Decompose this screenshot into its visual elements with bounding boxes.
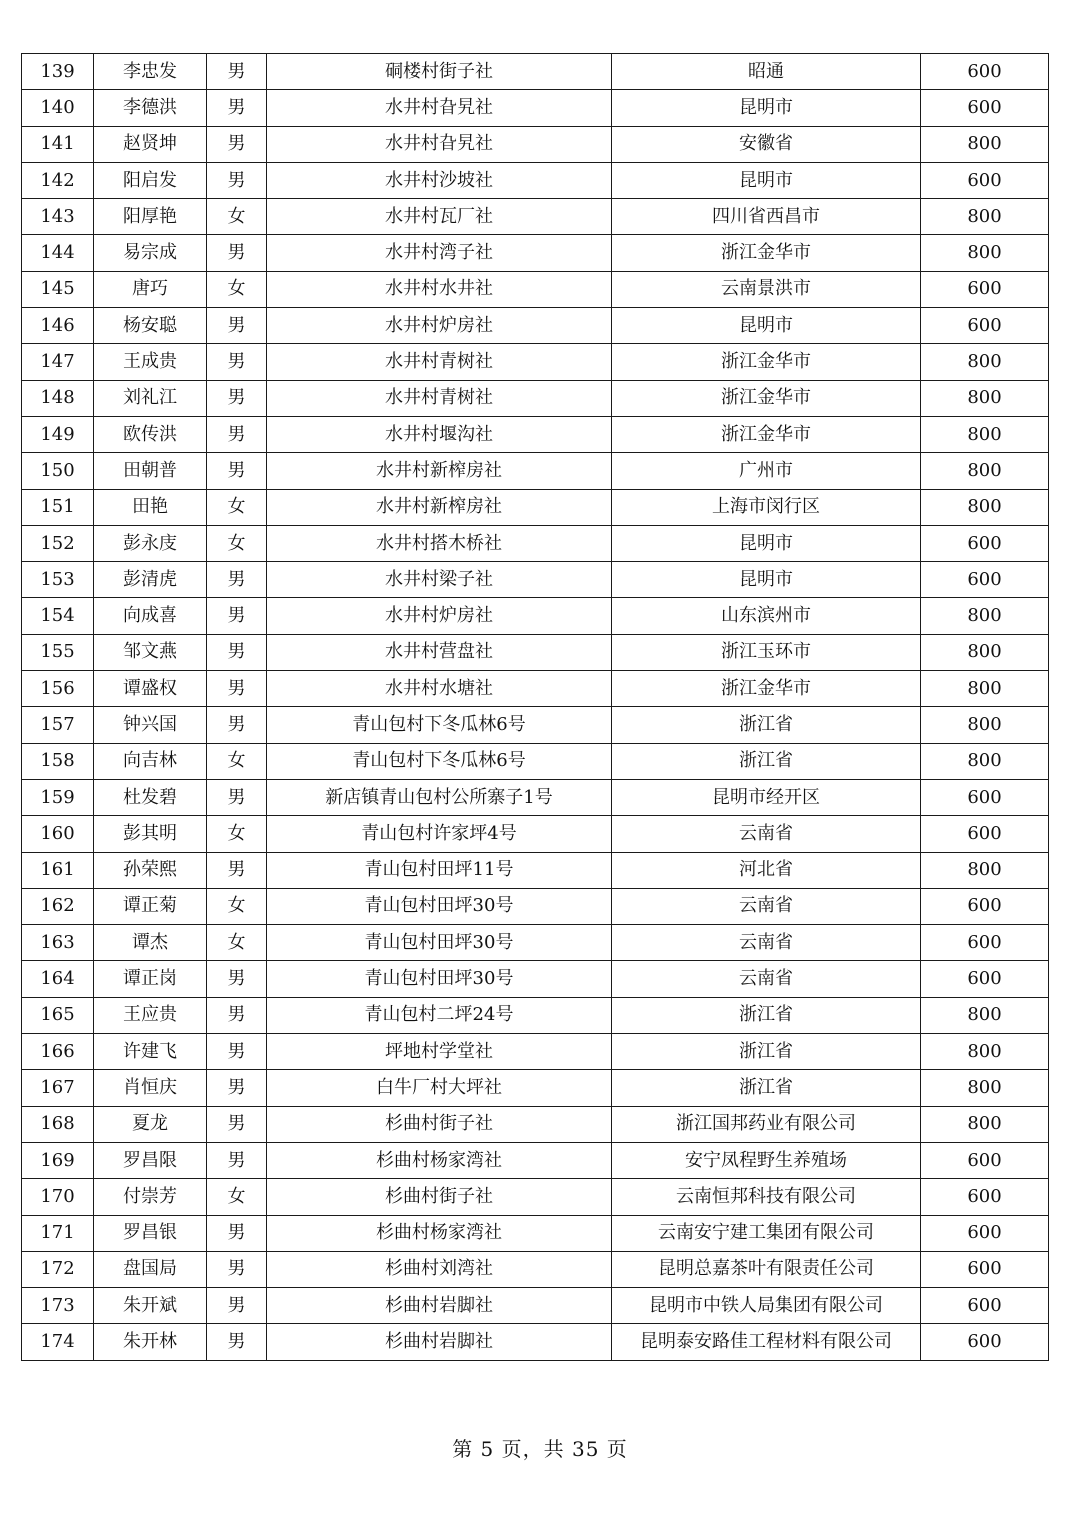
- cell-name: 刘礼江: [94, 380, 207, 416]
- table-row: [22, 961, 1049, 997]
- cell-gender: 男: [207, 308, 267, 344]
- cell-gender: 女: [207, 816, 267, 852]
- cell-amount: 600: [921, 1288, 1049, 1324]
- table-row: [22, 344, 1049, 380]
- cell-name: 赵贤坤: [94, 126, 207, 162]
- cell-destination: 浙江玉环市: [612, 634, 921, 670]
- cell-number: 159: [22, 779, 94, 815]
- table-row: [22, 126, 1049, 162]
- data-table: [21, 53, 1049, 1361]
- cell-amount: 800: [921, 126, 1049, 162]
- table-row: [22, 997, 1049, 1033]
- cell-name: 向吉林: [94, 743, 207, 779]
- cell-gender: 男: [207, 1034, 267, 1070]
- cell-name: 邹文燕: [94, 634, 207, 670]
- table-row: [22, 54, 1049, 90]
- cell-destination: 浙江省: [612, 1070, 921, 1106]
- cell-destination: 浙江省: [612, 1034, 921, 1070]
- cell-gender: 男: [207, 1288, 267, 1324]
- cell-destination: 云南省: [612, 816, 921, 852]
- cell-number: 165: [22, 997, 94, 1033]
- table-row: [22, 1288, 1049, 1324]
- table-row: [22, 90, 1049, 126]
- cell-amount: 600: [921, 888, 1049, 924]
- cell-destination: 山东滨州市: [612, 598, 921, 634]
- cell-amount: 600: [921, 271, 1049, 307]
- cell-address: 水井村旮旯社: [267, 90, 612, 126]
- cell-number: 155: [22, 634, 94, 670]
- cell-number: 142: [22, 162, 94, 198]
- cell-name: 朱开林: [94, 1324, 207, 1360]
- cell-gender: 女: [207, 489, 267, 525]
- cell-address: 杉曲村杨家湾社: [267, 1215, 612, 1251]
- cell-amount: 600: [921, 816, 1049, 852]
- table-row: [22, 453, 1049, 489]
- cell-amount: 800: [921, 634, 1049, 670]
- table-row: [22, 671, 1049, 707]
- cell-address: 水井村旮旯社: [267, 126, 612, 162]
- cell-amount: 800: [921, 1106, 1049, 1142]
- cell-name: 田艳: [94, 489, 207, 525]
- cell-destination: 河北省: [612, 852, 921, 888]
- cell-name: 夏龙: [94, 1106, 207, 1142]
- table-row: [22, 562, 1049, 598]
- cell-gender: 男: [207, 90, 267, 126]
- cell-gender: 女: [207, 199, 267, 235]
- cell-destination: 昆明泰安路佳工程材料有限公司: [612, 1324, 921, 1360]
- cell-address: 青山包村二坪24号: [267, 997, 612, 1033]
- cell-number: 168: [22, 1106, 94, 1142]
- cell-gender: 男: [207, 416, 267, 452]
- cell-address: 青山包村田坪30号: [267, 925, 612, 961]
- cell-gender: 男: [207, 453, 267, 489]
- table-row: [22, 1142, 1049, 1178]
- cell-address: 水井村炉房社: [267, 598, 612, 634]
- cell-amount: 800: [921, 1070, 1049, 1106]
- cell-name: 阳厚艳: [94, 199, 207, 235]
- cell-destination: 浙江金华市: [612, 671, 921, 707]
- cell-gender: 女: [207, 925, 267, 961]
- table-row: [22, 1106, 1049, 1142]
- cell-number: 166: [22, 1034, 94, 1070]
- cell-number: 161: [22, 852, 94, 888]
- cell-name: 谭正岗: [94, 961, 207, 997]
- cell-gender: 男: [207, 1215, 267, 1251]
- cell-amount: 600: [921, 1142, 1049, 1178]
- cell-number: 144: [22, 235, 94, 271]
- cell-address: 水井村营盘社: [267, 634, 612, 670]
- cell-address: 水井村瓦厂社: [267, 199, 612, 235]
- cell-number: 160: [22, 816, 94, 852]
- cell-name: 谭杰: [94, 925, 207, 961]
- cell-number: 150: [22, 453, 94, 489]
- cell-address: 青山包村下冬瓜林6号: [267, 743, 612, 779]
- cell-gender: 女: [207, 271, 267, 307]
- cell-amount: 600: [921, 779, 1049, 815]
- cell-name: 唐巧: [94, 271, 207, 307]
- table-row: [22, 380, 1049, 416]
- cell-amount: 600: [921, 162, 1049, 198]
- cell-gender: 女: [207, 525, 267, 561]
- cell-gender: 男: [207, 1324, 267, 1360]
- cell-gender: 男: [207, 779, 267, 815]
- cell-destination: 四川省西昌市: [612, 199, 921, 235]
- cell-address: 白牛厂村大坪社: [267, 1070, 612, 1106]
- cell-name: 杨安聪: [94, 308, 207, 344]
- cell-number: 158: [22, 743, 94, 779]
- cell-number: 170: [22, 1179, 94, 1215]
- cell-name: 易宗成: [94, 235, 207, 271]
- cell-address: 杉曲村杨家湾社: [267, 1142, 612, 1178]
- cell-number: 146: [22, 308, 94, 344]
- cell-destination: 安宁凤程野生养殖场: [612, 1142, 921, 1178]
- cell-destination: 云南景洪市: [612, 271, 921, 307]
- cell-address: 水井村湾子社: [267, 235, 612, 271]
- cell-gender: 男: [207, 380, 267, 416]
- cell-amount: 600: [921, 1251, 1049, 1287]
- cell-amount: 800: [921, 344, 1049, 380]
- cell-number: 163: [22, 925, 94, 961]
- table-row: [22, 816, 1049, 852]
- cell-gender: 女: [207, 1179, 267, 1215]
- cell-name: 盘国局: [94, 1251, 207, 1287]
- cell-gender: 男: [207, 1251, 267, 1287]
- cell-address: 青山包村田坪30号: [267, 888, 612, 924]
- cell-amount: 600: [921, 925, 1049, 961]
- cell-amount: 800: [921, 380, 1049, 416]
- cell-address: 杉曲村岩脚社: [267, 1288, 612, 1324]
- cell-number: 167: [22, 1070, 94, 1106]
- cell-name: 彭永庋: [94, 525, 207, 561]
- table-row: [22, 888, 1049, 924]
- cell-destination: 云南安宁建工集团有限公司: [612, 1215, 921, 1251]
- cell-destination: 云南恒邦科技有限公司: [612, 1179, 921, 1215]
- cell-name: 罗昌银: [94, 1215, 207, 1251]
- cell-gender: 男: [207, 126, 267, 162]
- cell-destination: 安徽省: [612, 126, 921, 162]
- cell-destination: 昆明市: [612, 90, 921, 126]
- cell-name: 许建飞: [94, 1034, 207, 1070]
- cell-amount: 800: [921, 416, 1049, 452]
- cell-address: 杉曲村街子社: [267, 1179, 612, 1215]
- cell-number: 141: [22, 126, 94, 162]
- cell-amount: 800: [921, 453, 1049, 489]
- table-row: [22, 271, 1049, 307]
- cell-destination: 广州市: [612, 453, 921, 489]
- cell-destination: 浙江金华市: [612, 235, 921, 271]
- cell-number: 157: [22, 707, 94, 743]
- cell-amount: 600: [921, 1324, 1049, 1360]
- cell-amount: 800: [921, 671, 1049, 707]
- cell-number: 174: [22, 1324, 94, 1360]
- cell-number: 172: [22, 1251, 94, 1287]
- cell-name: 谭正菊: [94, 888, 207, 924]
- cell-amount: 800: [921, 235, 1049, 271]
- cell-destination: 云南省: [612, 925, 921, 961]
- cell-name: 孙荣熙: [94, 852, 207, 888]
- cell-name: 王应贵: [94, 997, 207, 1033]
- cell-address: 青山包村许家坪4号: [267, 816, 612, 852]
- cell-gender: 男: [207, 162, 267, 198]
- table-row: [22, 308, 1049, 344]
- cell-destination: 昆明市: [612, 562, 921, 598]
- table-row: [22, 1324, 1049, 1360]
- cell-number: 148: [22, 380, 94, 416]
- cell-gender: 男: [207, 1142, 267, 1178]
- cell-gender: 男: [207, 1106, 267, 1142]
- cell-number: 153: [22, 562, 94, 598]
- cell-address: 水井村沙坡社: [267, 162, 612, 198]
- cell-amount: 600: [921, 54, 1049, 90]
- cell-address: 青山包村田坪30号: [267, 961, 612, 997]
- cell-destination: 云南省: [612, 888, 921, 924]
- cell-destination: 浙江省: [612, 997, 921, 1033]
- cell-name: 谭盛权: [94, 671, 207, 707]
- cell-number: 149: [22, 416, 94, 452]
- cell-number: 145: [22, 271, 94, 307]
- cell-name: 杜发碧: [94, 779, 207, 815]
- cell-amount: 800: [921, 707, 1049, 743]
- cell-amount: 600: [921, 1215, 1049, 1251]
- cell-name: 钟兴国: [94, 707, 207, 743]
- cell-name: 肖恒庆: [94, 1070, 207, 1106]
- cell-number: 140: [22, 90, 94, 126]
- cell-amount: 800: [921, 1034, 1049, 1070]
- table-row: [22, 1034, 1049, 1070]
- cell-gender: 女: [207, 743, 267, 779]
- table-row: [22, 634, 1049, 670]
- table-row: [22, 162, 1049, 198]
- cell-name: 阳启发: [94, 162, 207, 198]
- cell-address: 新店镇青山包村公所寨子1号: [267, 779, 612, 815]
- cell-number: 152: [22, 525, 94, 561]
- cell-gender: 男: [207, 671, 267, 707]
- cell-gender: 男: [207, 997, 267, 1033]
- cell-name: 朱开斌: [94, 1288, 207, 1324]
- cell-gender: 男: [207, 852, 267, 888]
- cell-destination: 云南省: [612, 961, 921, 997]
- cell-name: 付崇芳: [94, 1179, 207, 1215]
- cell-address: 水井村青树社: [267, 344, 612, 380]
- cell-gender: 男: [207, 707, 267, 743]
- cell-amount: 800: [921, 997, 1049, 1033]
- cell-destination: 浙江省: [612, 707, 921, 743]
- cell-number: 169: [22, 1142, 94, 1178]
- table-row: [22, 489, 1049, 525]
- cell-destination: 浙江国邦药业有限公司: [612, 1106, 921, 1142]
- cell-amount: 600: [921, 562, 1049, 598]
- cell-amount: 600: [921, 308, 1049, 344]
- table-row: [22, 235, 1049, 271]
- cell-gender: 男: [207, 344, 267, 380]
- table-row: [22, 1251, 1049, 1287]
- table-row: [22, 525, 1049, 561]
- cell-number: 162: [22, 888, 94, 924]
- cell-number: 156: [22, 671, 94, 707]
- cell-destination: 上海市闵行区: [612, 489, 921, 525]
- table-row: [22, 1070, 1049, 1106]
- page-footer: 第 5 页，共 35 页: [452, 1437, 628, 1461]
- cell-amount: 800: [921, 852, 1049, 888]
- cell-address: 水井村水井社: [267, 271, 612, 307]
- table-row: [22, 199, 1049, 235]
- cell-amount: 800: [921, 598, 1049, 634]
- cell-destination: 昆明市中铁人局集团有限公司: [612, 1288, 921, 1324]
- cell-destination: 浙江金华市: [612, 380, 921, 416]
- table-row: [22, 852, 1049, 888]
- cell-address: 水井村堰沟社: [267, 416, 612, 452]
- cell-destination: 昆明市: [612, 308, 921, 344]
- cell-name: 罗昌限: [94, 1142, 207, 1178]
- cell-destination: 昭通: [612, 54, 921, 90]
- cell-name: 向成喜: [94, 598, 207, 634]
- cell-address: 水井村水塘社: [267, 671, 612, 707]
- table-row: [22, 743, 1049, 779]
- cell-name: 田朝普: [94, 453, 207, 489]
- cell-amount: 800: [921, 489, 1049, 525]
- cell-number: 164: [22, 961, 94, 997]
- cell-name: 李德洪: [94, 90, 207, 126]
- cell-address: 青山包村下冬瓜林6号: [267, 707, 612, 743]
- cell-destination: 昆明市: [612, 162, 921, 198]
- table-row: [22, 1215, 1049, 1251]
- table-row: [22, 598, 1049, 634]
- cell-destination: 昆明市: [612, 525, 921, 561]
- cell-gender: 男: [207, 634, 267, 670]
- cell-name: 王成贵: [94, 344, 207, 380]
- cell-gender: 女: [207, 888, 267, 924]
- table-body: [22, 54, 1049, 1361]
- cell-amount: 800: [921, 743, 1049, 779]
- cell-amount: 600: [921, 961, 1049, 997]
- cell-number: 139: [22, 54, 94, 90]
- cell-address: 水井村青树社: [267, 380, 612, 416]
- cell-number: 173: [22, 1288, 94, 1324]
- cell-destination: 浙江金华市: [612, 344, 921, 380]
- cell-address: 杉曲村刘湾社: [267, 1251, 612, 1287]
- cell-gender: 男: [207, 562, 267, 598]
- cell-number: 147: [22, 344, 94, 380]
- cell-address: 水井村新榨房社: [267, 489, 612, 525]
- cell-name: 李忠发: [94, 54, 207, 90]
- cell-gender: 男: [207, 235, 267, 271]
- cell-number: 154: [22, 598, 94, 634]
- cell-address: 水井村新榨房社: [267, 453, 612, 489]
- cell-address: 杉曲村街子社: [267, 1106, 612, 1142]
- cell-address: 水井村梁子社: [267, 562, 612, 598]
- cell-amount: 600: [921, 525, 1049, 561]
- cell-amount: 800: [921, 199, 1049, 235]
- table-row: [22, 416, 1049, 452]
- cell-amount: 600: [921, 1179, 1049, 1215]
- cell-gender: 男: [207, 54, 267, 90]
- cell-address: 水井村炉房社: [267, 308, 612, 344]
- table-row: [22, 707, 1049, 743]
- cell-number: 151: [22, 489, 94, 525]
- cell-destination: 昆明总嘉茶叶有限责任公司: [612, 1251, 921, 1287]
- cell-name: 彭其明: [94, 816, 207, 852]
- cell-destination: 浙江金华市: [612, 416, 921, 452]
- table-row: [22, 779, 1049, 815]
- cell-address: 坪地村学堂社: [267, 1034, 612, 1070]
- cell-amount: 600: [921, 90, 1049, 126]
- cell-destination: 昆明市经开区: [612, 779, 921, 815]
- table-row: [22, 925, 1049, 961]
- cell-gender: 男: [207, 1070, 267, 1106]
- cell-name: 欧传洪: [94, 416, 207, 452]
- cell-number: 143: [22, 199, 94, 235]
- cell-address: 硐楼村街子社: [267, 54, 612, 90]
- cell-gender: 男: [207, 598, 267, 634]
- cell-address: 青山包村田坪11号: [267, 852, 612, 888]
- cell-destination: 浙江省: [612, 743, 921, 779]
- table-row: [22, 1179, 1049, 1215]
- cell-address: 水井村搭木桥社: [267, 525, 612, 561]
- cell-gender: 男: [207, 961, 267, 997]
- cell-name: 彭清虎: [94, 562, 207, 598]
- cell-address: 杉曲村岩脚社: [267, 1324, 612, 1360]
- cell-number: 171: [22, 1215, 94, 1251]
